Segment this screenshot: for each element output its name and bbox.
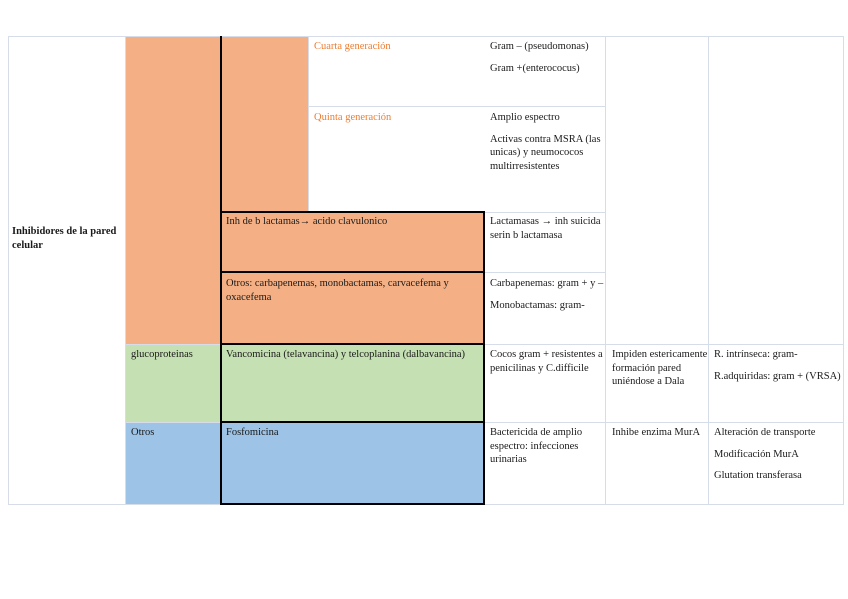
- cuarta-generation-label: Cuarta generación: [314, 41, 391, 52]
- otros-beta-spectrum: Carbapenemas: gram + y – Monobactamas: gram-: [490, 278, 604, 311]
- border-row-otros2: [220, 421, 485, 423]
- otros-group: Otros: [131, 427, 155, 438]
- grid-left: [8, 36, 9, 505]
- otros-mechanism: Inhibe enzima MurA: [612, 427, 701, 438]
- border-row-inh: [220, 211, 485, 213]
- quinta-spectrum: Amplio espectro Activas contra MSRA (las unicas) y neumococos multirresistentes: [490, 112, 601, 172]
- category-label: Inhibidores de la pared celular: [12, 226, 117, 251]
- grid-row-inh: [484, 212, 606, 213]
- grid-row-otros2: [484, 422, 844, 423]
- quinta-generation-label: Quinta generación: [314, 112, 392, 123]
- gluco-mechanism: Impiden estericamente formación pared uniéndose a Dala: [612, 349, 708, 388]
- inh-label: Inh de b lactamas→ acido clavulonico: [226, 216, 388, 227]
- grid-col-3: [308, 36, 309, 212]
- border-col-4: [483, 211, 485, 505]
- grid-col-1: [125, 36, 126, 505]
- grid-row-left-otros: [125, 422, 221, 423]
- grid-col-6: [708, 36, 709, 505]
- gluco-group: glucoproteinas: [131, 349, 193, 360]
- gluco-resistance: R. intrínseca: gram- R.adquiridas: gram + (VRSA): [714, 349, 841, 382]
- grid-top: [8, 36, 844, 37]
- border-row-otros: [220, 271, 485, 273]
- gluco-drugs: Vancomicina (telavancina) y telcoplanina (dalbavancina): [226, 349, 466, 360]
- gluco-spectrum: Cocos gram + resistentes a penicilinas y C.difficile: [490, 349, 603, 374]
- grid-row-left-gluco: [125, 344, 221, 345]
- orange-block-left: [126, 37, 221, 344]
- grid-row-otros: [484, 272, 606, 273]
- otros-spectrum: Bactericida de amplio espectro: infecciones urinarias: [490, 427, 583, 466]
- border-bottom: [220, 503, 485, 505]
- inh-spectrum: Lactamasas → inh suicida serin b lactamasa: [490, 216, 601, 241]
- otros-beta-label: Otros: carbapenemas, monobactamas, carvacefema y oxacefema: [226, 278, 449, 303]
- cuarta-spectrum: Gram – (pseudomonas) Gram +(enterococus): [490, 41, 589, 74]
- otros-drugs: Fosfomicina: [226, 427, 279, 438]
- grid-right: [843, 36, 844, 505]
- grid-row-gluco: [484, 344, 844, 345]
- grid-row-quinta: [308, 106, 606, 107]
- border-row-gluco: [220, 343, 485, 345]
- otros-resistance: Alteración de transporte Modificación MurA Glutation transferasa: [714, 427, 816, 482]
- orange-block-sub: [221, 37, 308, 212]
